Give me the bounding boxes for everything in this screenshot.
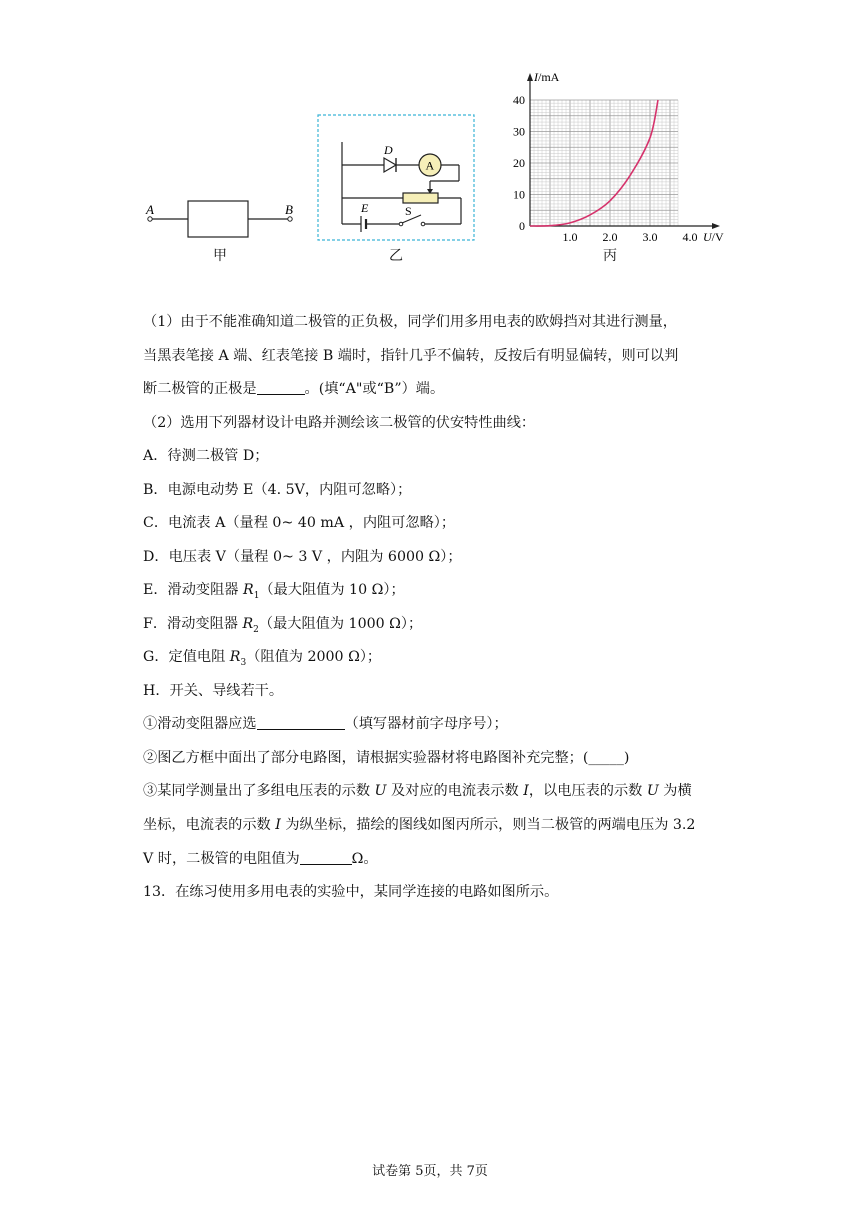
sub-question-3-line-1 <box>143 780 692 800</box>
item-a: A．待测二极管 D； <box>143 448 269 464</box>
item-e-post: （最大阻值为 10 Ω）； <box>259 582 405 598</box>
item-f-post: （最大阻值为 1000 Ω）； <box>258 616 423 632</box>
answer-blank-3[interactable] <box>300 850 352 865</box>
diode-symbol <box>384 158 396 172</box>
sub-question-3-line-3 <box>143 848 378 868</box>
item-e-sub: 1 <box>253 590 260 601</box>
q1-line-3 <box>143 378 444 398</box>
sub3-t2c: 为纵坐标，描绘的图线如图丙所示，则当二极管的两端电压为 3.2 <box>280 817 696 833</box>
item-e-var: R <box>243 582 254 598</box>
x-tick-label: 3.0 <box>642 230 658 244</box>
item-g-var: R <box>229 649 241 665</box>
diode-label: D <box>384 143 393 157</box>
sub1-text-b: （填写器材前字母序号）； <box>344 716 508 732</box>
switch-symbol <box>399 215 425 226</box>
item-d: D．电压表 V（量程 0~ 3 V ，内阻为 6000 Ω）； <box>143 549 462 565</box>
chart-grid <box>530 100 678 226</box>
x-axis-label: U/V <box>703 230 724 244</box>
caption-yi: 乙 <box>389 248 403 264</box>
sub3-t1e: ，以电压表的示数 <box>528 783 647 799</box>
item-f-var: R <box>242 616 254 632</box>
terminal-b-label: B <box>285 202 293 217</box>
q1-text-b: 。(填“A"或“B”）端。 <box>304 381 445 397</box>
dashed-frame <box>318 115 474 240</box>
item-h: H．开关、导线若干。 <box>143 683 284 699</box>
terminal-a-label: A <box>146 202 154 217</box>
rheostat-symbol <box>403 193 438 203</box>
item-g <box>143 646 381 668</box>
item-e-pre: E．滑动变阻器 <box>143 582 243 598</box>
sub3-t2a: 坐标，电流表的示数 <box>143 817 276 833</box>
y-tick-label: 40 <box>513 93 525 107</box>
question-13: 13．在练习使用多用电表的实验中，某同学连接的电路如图所示。 <box>143 884 559 900</box>
q1-line-2: 当黑表笔接 A 端、红表笔接 B 端时，指针几乎不偏转，反按后有明显偏转，则可以判 <box>143 348 679 364</box>
item-g-pre: G．定值电阻 <box>143 649 230 665</box>
y-axis-label: I/mA <box>534 70 560 84</box>
y-tick-label: 20 <box>513 156 525 170</box>
y-tick-label: 10 <box>513 187 525 202</box>
switch-label: S <box>405 204 412 218</box>
terminal-a <box>148 217 152 221</box>
x-tick-label: 4.0 <box>682 230 698 244</box>
y-axis-arrow <box>527 73 533 81</box>
item-f-sub: 2 <box>253 624 259 635</box>
sub-question-3-line-2 <box>143 814 695 834</box>
battery-label: E <box>361 201 369 215</box>
q1-text-a: 断二极管的正极是 <box>143 381 257 397</box>
sub3-t1b: U <box>374 783 387 799</box>
answer-blank-2[interactable] <box>257 715 345 730</box>
x-axis-arrow <box>712 223 720 229</box>
sub1-text-a: ①滑动变阻器应选 <box>143 716 257 732</box>
item-e <box>143 579 405 601</box>
sub3-t3a: V 时，二极管的电阻值为 <box>143 851 300 867</box>
terminal-b <box>288 217 292 221</box>
x-tick-label: 1.0 <box>562 230 578 244</box>
item-g-sub: 3 <box>240 657 247 668</box>
caption-bing: 丙 <box>603 248 617 264</box>
sub3-t3b: Ω。 <box>351 851 378 867</box>
item-f <box>143 613 422 635</box>
ammeter-symbol <box>419 154 441 176</box>
sub3-t1c: 及对应的电流表示数 <box>386 783 524 799</box>
battery-symbol <box>361 216 366 232</box>
sub3-t2b: I <box>275 817 281 833</box>
page-footer: 试卷第 5页，共 7页 <box>372 1164 488 1179</box>
item-b: B．电源电动势 E（4. 5V，内阻可忽略）； <box>143 482 412 498</box>
sub-question-2: ②图乙方框中面出了部分电路图，请根据实验器材将电路图补充完整；(_____) <box>143 750 630 766</box>
sub-question-1 <box>143 713 508 733</box>
figure-yi-circuit <box>317 114 475 241</box>
caption-jia: 甲 <box>213 248 227 264</box>
y-tick-label: 30 <box>513 124 525 139</box>
item-c: C．电流表 A（量程 0~ 40 mA ，内阻可忽略）； <box>143 515 456 531</box>
sub3-t1a: ③某同学测量出了多组电压表的示数 <box>143 783 375 799</box>
x-tick-label: 2.0 <box>602 230 618 244</box>
sub3-t1g: 为横 <box>658 783 692 799</box>
sub3-t1d: I <box>523 783 529 799</box>
item-g-post: （阻值为 2000 Ω）； <box>246 649 382 665</box>
answer-blank-1[interactable] <box>257 380 305 395</box>
figure-bing-chart <box>498 68 728 248</box>
q2-intro: （2）选用下列器材设计电路并测绘该二极管的伏安特性曲线： <box>143 415 536 431</box>
y-tick-label: 0 <box>519 219 525 233</box>
item-f-pre: F．滑动变阻器 <box>143 616 243 632</box>
sub3-t1f: U <box>646 783 659 799</box>
q1-line-1: （1）由于不能准确知道二极管的正负极，同学们用多用电表的欧姆挡对其进行测量， <box>143 314 677 330</box>
ammeter-label: A <box>425 158 435 173</box>
black-box-component <box>188 201 248 237</box>
